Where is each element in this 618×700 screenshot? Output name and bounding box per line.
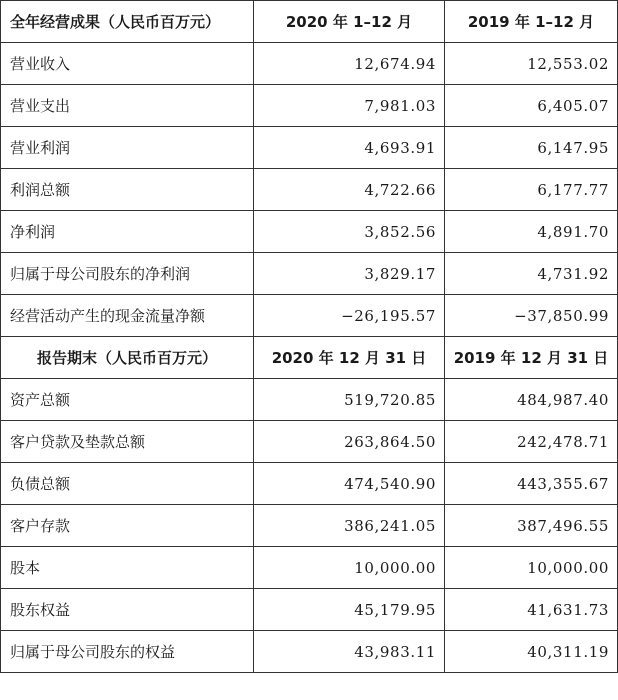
row-label: 归属于母公司股东的净利润 <box>1 253 254 295</box>
row-label: 营业支出 <box>1 85 254 127</box>
table-row <box>1 43 618 85</box>
value-2019: 4,731.92 <box>445 253 618 295</box>
table-row <box>1 211 618 253</box>
table-row <box>1 379 618 421</box>
annual-results-header-row <box>1 1 618 43</box>
table-row <box>1 421 618 463</box>
annual-results-header-2019: 2019 年 1–12 月 <box>445 1 618 43</box>
period-end-header-2019: 2019 年 12 月 31 日 <box>445 337 618 379</box>
row-label: 营业利润 <box>1 127 254 169</box>
value-2019: 40,311.19 <box>445 631 618 673</box>
value-2019: 443,355.67 <box>445 463 618 505</box>
row-label: 客户存款 <box>1 505 254 547</box>
row-label: 营业收入 <box>1 43 254 85</box>
row-label: 负债总额 <box>1 463 254 505</box>
table-row <box>1 463 618 505</box>
value-2019: 4,891.70 <box>445 211 618 253</box>
value-2020: 45,179.95 <box>254 589 445 631</box>
value-2019: 6,405.07 <box>445 85 618 127</box>
value-2020: 43,983.11 <box>254 631 445 673</box>
value-2019: 6,147.95 <box>445 127 618 169</box>
value-2020: 3,852.56 <box>254 211 445 253</box>
value-2020: 10,000.00 <box>254 547 445 589</box>
table-row <box>1 127 618 169</box>
value-2020: 386,241.05 <box>254 505 445 547</box>
value-2019: 242,478.71 <box>445 421 618 463</box>
value-2020: −26,195.57 <box>254 295 445 337</box>
annual-results-header-2020: 2020 年 1–12 月 <box>254 1 445 43</box>
value-2019: 10,000.00 <box>445 547 618 589</box>
table-row <box>1 505 618 547</box>
table-row <box>1 169 618 211</box>
row-label: 净利润 <box>1 211 254 253</box>
value-2019: 484,987.40 <box>445 379 618 421</box>
value-2019: 387,496.55 <box>445 505 618 547</box>
row-label: 经营活动产生的现金流量净额 <box>1 295 254 337</box>
row-label: 股东权益 <box>1 589 254 631</box>
table-row <box>1 253 618 295</box>
value-2020: 519,720.85 <box>254 379 445 421</box>
row-label: 资产总额 <box>1 379 254 421</box>
table-row <box>1 295 618 337</box>
row-label: 客户贷款及垫款总额 <box>1 421 254 463</box>
table-row <box>1 85 618 127</box>
table-row <box>1 589 618 631</box>
value-2020: 263,864.50 <box>254 421 445 463</box>
value-2020: 4,693.91 <box>254 127 445 169</box>
row-label: 利润总额 <box>1 169 254 211</box>
value-2020: 474,540.90 <box>254 463 445 505</box>
row-label: 股本 <box>1 547 254 589</box>
value-2019: −37,850.99 <box>445 295 618 337</box>
period-end-header-row <box>1 337 618 379</box>
value-2020: 12,674.94 <box>254 43 445 85</box>
value-2020: 7,981.03 <box>254 85 445 127</box>
value-2019: 12,553.02 <box>445 43 618 85</box>
value-2019: 6,177.77 <box>445 169 618 211</box>
table-row <box>1 547 618 589</box>
table-row <box>1 631 618 673</box>
period-end-header-2020: 2020 年 12 月 31 日 <box>254 337 445 379</box>
value-2020: 4,722.66 <box>254 169 445 211</box>
period-end-header-label: 报告期末（人民币百万元） <box>1 337 254 379</box>
value-2019: 41,631.73 <box>445 589 618 631</box>
row-label: 归属于母公司股东的权益 <box>1 631 254 673</box>
annual-results-header-label: 全年经营成果（人民币百万元） <box>1 1 254 43</box>
value-2020: 3,829.17 <box>254 253 445 295</box>
